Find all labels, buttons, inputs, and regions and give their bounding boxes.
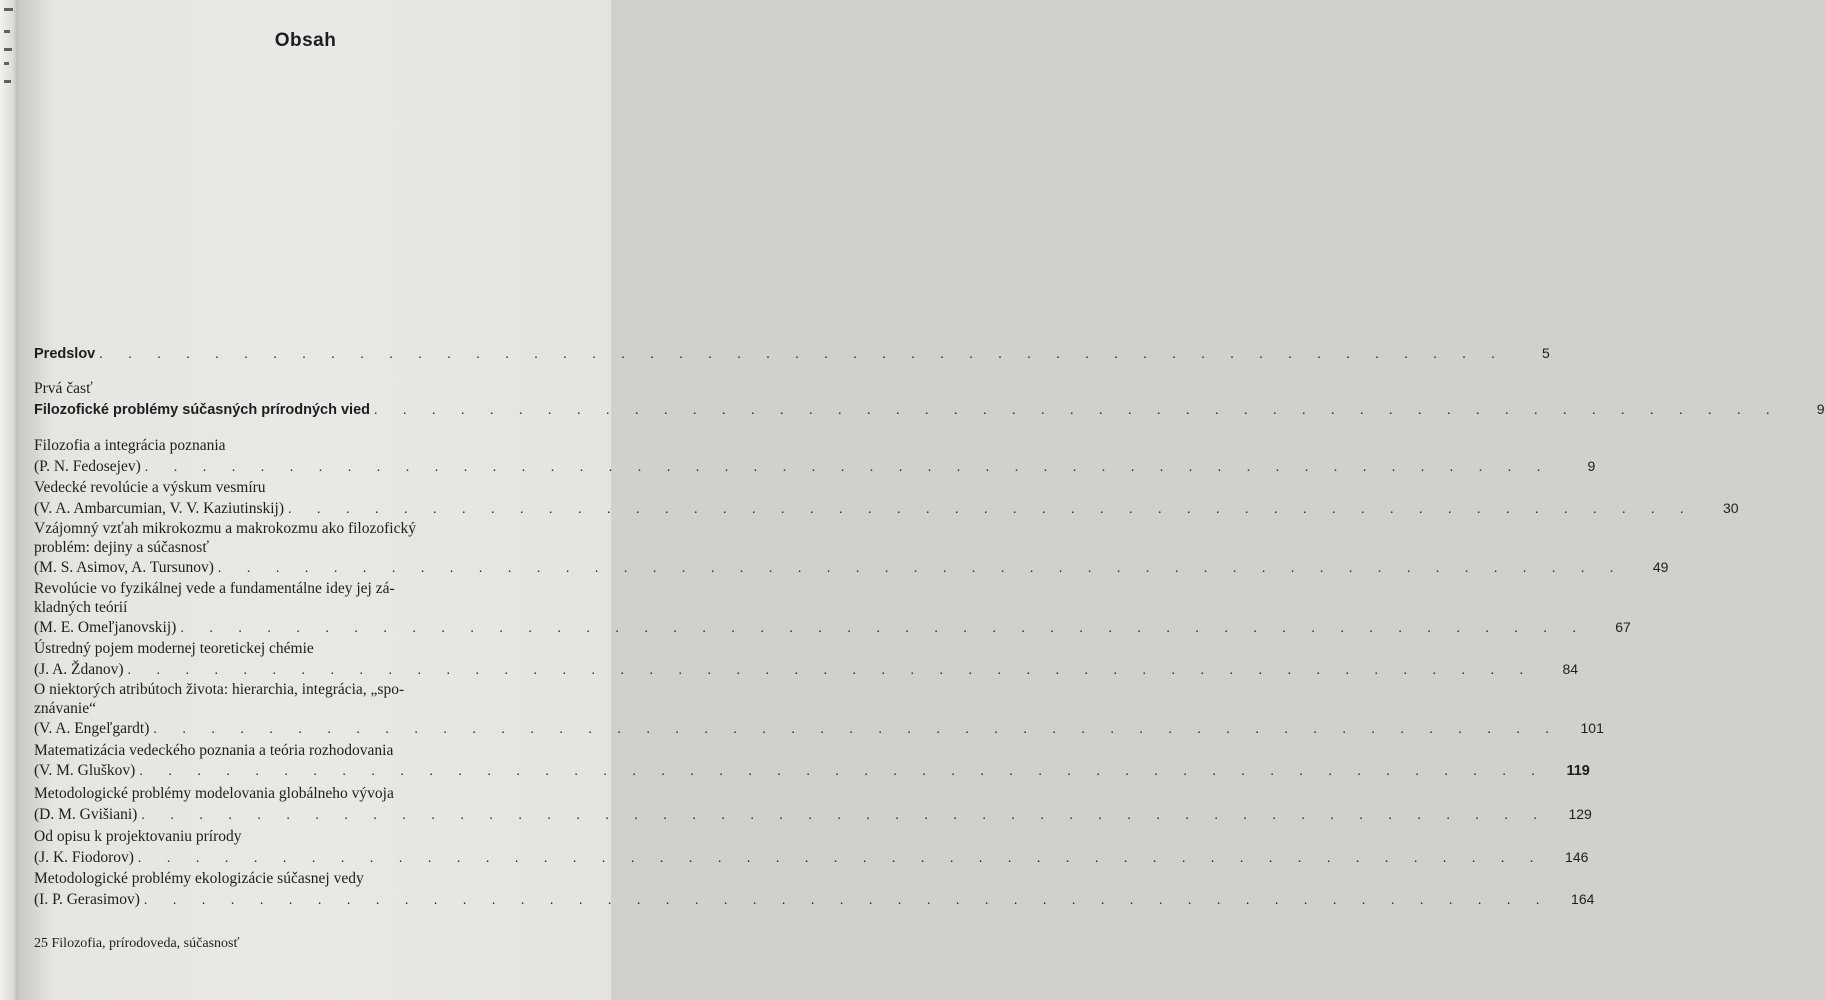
toc-entry-authors bbox=[34, 761, 1590, 782]
entry-title-line bbox=[34, 538, 578, 558]
page-footer: 25 Filozofia, prírodoveda, súčasnosť bbox=[34, 936, 240, 951]
toc-entry-authors bbox=[34, 847, 1589, 869]
entry-title: Ústredný pojem modernej teoretickej chémie bbox=[34, 640, 314, 657]
entry-title: Predslov bbox=[34, 346, 96, 362]
entry-title: Prvá časť bbox=[34, 380, 93, 397]
entry-title-line bbox=[34, 478, 578, 498]
dot-leader: . . . . . . . . . . . . . . . . . . . . . . . . . . . . . . . . . . . . . . . . . . . . . . . . . bbox=[180, 621, 1587, 636]
entry-title: Revolúcie vo fyzikálnej vede a fundamentálne idey jej zá- bbox=[34, 580, 395, 597]
entry-authors: (V. M. Gluškov) bbox=[34, 762, 136, 779]
entry-title-line bbox=[34, 741, 578, 761]
toc-entry bbox=[34, 343, 1550, 365]
entry-title: Filozofia a integrácia poznania bbox=[34, 437, 226, 454]
entry-title: Metodologické problémy ekologizácie súčasnej vedy bbox=[34, 870, 364, 887]
dot-leader: . . . . . . . . . . . . . . . . . . . . . . . . . . . . . . . . . . . . . . . . . . . . . . . . . bbox=[137, 851, 1545, 866]
toc-entry-authors bbox=[34, 889, 1595, 911]
dot-leader: . . . . . . . . . . . . . . . . . . . . . . . . . . . . . . . . . . . . . . . . . . . . . . . . . bbox=[288, 502, 1695, 517]
entry-title-line bbox=[34, 680, 578, 700]
page-number: 49 bbox=[1652, 559, 1669, 575]
entry-authors: (I. P. Gerasimov) bbox=[34, 891, 140, 908]
entry-title: Matematizácia vedeckého poznania a teória rozhodovania bbox=[34, 742, 394, 759]
page-number: 67 bbox=[1615, 619, 1631, 635]
entry-authors: (J. A. Ždanov) bbox=[34, 661, 124, 678]
toc-entry-authors bbox=[34, 804, 1592, 826]
page-number: 119 bbox=[1566, 763, 1590, 779]
dot-leader: . . . . . . . . . . . . . . . . . . . . . . . . . . . . . . . . . . . . . . . . . . . . . . . . . bbox=[153, 722, 1560, 737]
entry-title-line bbox=[34, 519, 578, 539]
entry-authors: (J. K. Fiodorov) bbox=[34, 849, 134, 866]
entry-title: problém: dejiny a súčasnosť bbox=[34, 539, 209, 556]
page-number: 84 bbox=[1562, 661, 1579, 677]
toc-entry-authors bbox=[34, 617, 1631, 639]
dot-leader: . . . . . . . . . . . . . . . . . . . . . . . . . . . . . . . . . . . . . . . . . . . . . . . . . bbox=[99, 347, 1506, 362]
page-number: 164 bbox=[1571, 891, 1595, 907]
toc-entry-authors bbox=[34, 659, 1579, 681]
entry-authors: (M. S. Asimov, A. Tursunov) bbox=[34, 559, 214, 576]
page-number: 129 bbox=[1568, 806, 1592, 822]
dot-leader: . . . . . . . . . . . . . . . . . . . . . . . . . . . . . . . . . . . . . . . . . . . . . . . . . bbox=[143, 893, 1551, 908]
entry-title-line bbox=[34, 598, 578, 618]
entry-title: kladných teórií bbox=[34, 599, 128, 616]
entry-authors: (M. E. Omeľjanovskij) bbox=[34, 619, 177, 636]
entry-authors: (P. N. Fedosejev) bbox=[34, 458, 141, 475]
entry-title: Vedecké revolúcie a výskum vesmíru bbox=[34, 479, 266, 496]
toc-entry-authors bbox=[34, 557, 1669, 579]
entry-title-line bbox=[34, 579, 578, 599]
entry-authors: (V. A. Ambarcumian, V. V. Kaziutinskij) bbox=[34, 500, 285, 517]
entry-title: Od opisu k projektovaniu prírody bbox=[34, 828, 242, 845]
dot-leader: . . . . . . . . . . . . . . . . . . . . . . . . . . . . . . . . . . . . . . . . . . . . . . . . . bbox=[217, 561, 1625, 576]
page-number: 30 bbox=[1722, 500, 1739, 516]
entry-title-line bbox=[34, 869, 578, 889]
entry-title: Filozofické problémy súčasných prírodných vied bbox=[34, 402, 371, 418]
page-number: 9 bbox=[1816, 401, 1825, 417]
entry-title-line bbox=[34, 699, 578, 719]
page-number: 9 bbox=[1587, 458, 1596, 474]
dot-leader: . . . . . . . . . . . . . . . . . . . . . . . . . . . . . . . . . . . . . . . . . . . . . . . . . bbox=[139, 764, 1546, 779]
entry-title: O niektorých atribútoch života: hierarchia, integrácia, „spo- bbox=[34, 681, 405, 698]
entry-title: Vzájomný vzťah mikrokozmu a makrokozmu ako filozofický bbox=[34, 520, 416, 537]
page-number: 5 bbox=[1541, 345, 1550, 361]
dot-leader: . . . . . . . . . . . . . . . . . . . . . . . . . . . . . . . . . . . . . . . . . . . . . . . . . bbox=[127, 663, 1535, 678]
page-number: 146 bbox=[1565, 849, 1589, 865]
toc-entry-authors bbox=[34, 456, 1596, 478]
toc-entry-authors bbox=[34, 718, 1604, 740]
page-number: 101 bbox=[1580, 720, 1604, 736]
entry-authors: (D. M. Gvišiani) bbox=[34, 806, 138, 823]
entry-title-line bbox=[34, 639, 578, 659]
entry-title-line bbox=[34, 827, 578, 847]
dot-leader: . . . . . . . . . . . . . . . . . . . . . . . . . . . . . . . . . . . . . . . . . . . . . . . . . bbox=[374, 403, 1781, 418]
dot-leader: . . . . . . . . . . . . . . . . . . . . . . . . . . . . . . . . . . . . . . . . . . . . . . . . . bbox=[144, 460, 1552, 475]
entry-title: Metodologické problémy modelovania globálneho vývoja bbox=[34, 785, 394, 802]
toc-entry bbox=[34, 399, 1825, 421]
dot-leader: . . . . . . . . . . . . . . . . . . . . . . . . . . . . . . . . . . . . . . . . . . . . . . . . . bbox=[141, 808, 1548, 823]
entry-title: znávanie“ bbox=[34, 700, 96, 717]
entry-title-line bbox=[34, 784, 578, 804]
page-title: Obsah bbox=[274, 30, 337, 51]
entry-title-line bbox=[34, 436, 578, 456]
entry-authors: (V. A. Engeľgardt) bbox=[34, 720, 150, 737]
section-label bbox=[34, 379, 578, 399]
toc-entry-authors bbox=[34, 498, 1739, 520]
